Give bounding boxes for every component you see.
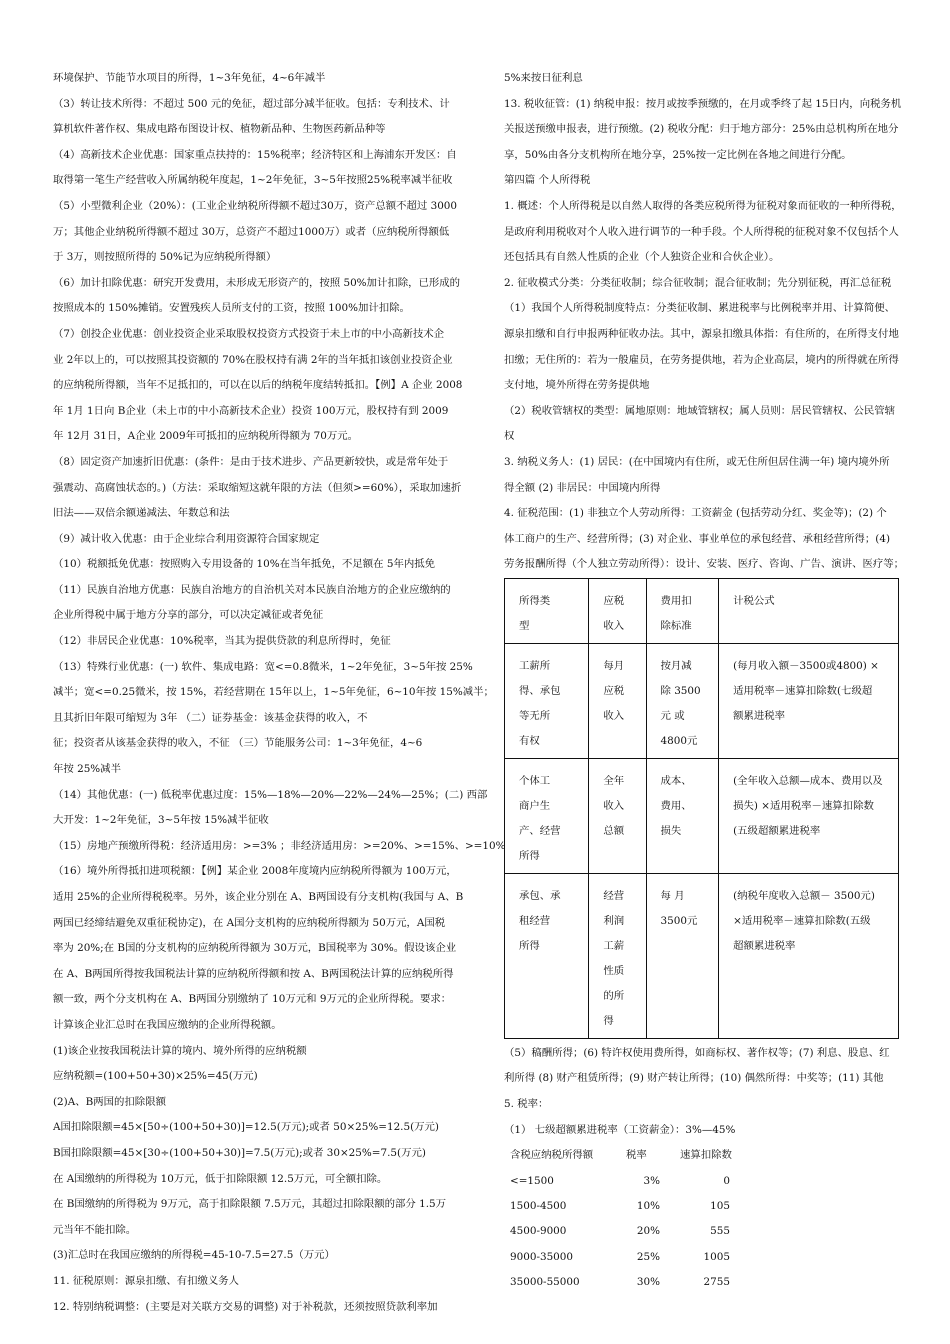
text-line: （10）税额抵免优惠：按照购入专用设备的 10%在当年抵免，不足额在 5年内抵免 [53, 558, 436, 571]
text-line: (2)A、B两国的扣除限额 [53, 1095, 166, 1108]
text-line: 且其折旧年限可缩短为 3年 （二）证券基金：该基金获得的收入，不 [53, 711, 368, 724]
cell-text: 收入 [603, 799, 625, 812]
text-line: （13）特殊行业优惠：(一) 软件、集成电路：宽<=0.8微米，1~2年免征，3~5年按 25% [53, 660, 473, 673]
right-column [504, 66, 905, 1296]
text-line: （4）高新技术企业优惠：国家重点扶持的：15%税率；经济特区和上海浦东开发区：自 [53, 148, 457, 161]
cell-text: 利润 [603, 914, 625, 927]
cell-text: 承包、承 [519, 889, 561, 902]
text-line: 计算该企业汇总时在我国应缴纳的企业所得税额。 [53, 1018, 282, 1031]
cell-text: 工薪所 [519, 659, 551, 672]
rate-header-deduction: 速算扣除数 [680, 1149, 732, 1162]
table-row [505, 643, 899, 758]
cell-text: 3500元 [660, 914, 698, 927]
cell-text: (每月收入额－3500或4800) × [733, 659, 879, 672]
text-line: （16）境外所得抵扣进项税额：【例】某企业 2008年度境内应纳税所得额为 100万元， [53, 865, 457, 878]
text-line: （3）转让技术所得：不超过 500 元的免征，超过部分减半征收。包括：专利技术、计 [53, 97, 450, 110]
table-cell [646, 643, 719, 758]
cell-text: 经营 [603, 889, 625, 902]
text-line: （5）稿酬所得；(6) 特许权使用费所得，如商标权、著作权等；(7) 利息、股息、红 [504, 1046, 890, 1059]
cell-text: 除 3500 [660, 684, 701, 697]
text-line: 征；投资者从该基金获得的收入，不征 （三）节能服务公司：1~3年免征，4~6 [53, 737, 423, 750]
cell-text: 性质 [603, 964, 625, 977]
text-line: （1） 七级超额累进税率（工资薪金）：3%—45% [504, 1123, 736, 1136]
table-cell [719, 578, 899, 643]
text-line: (3)汇总时在我国应缴纳的所得税=45-10-7.5=27.5（万元） [53, 1249, 335, 1262]
cell-text: 所得类 [519, 594, 551, 607]
cell-text: 工薪 [603, 939, 625, 952]
text-line: （2）税收管辖权的类型：属地原则：地域管辖权；属人员则：居民管辖权、公民管辖 [504, 404, 896, 417]
text-line: 5. 税率： [504, 1098, 549, 1111]
text-line: 于 3万，则按照所得的 50%记为应纳税所得额） [53, 251, 277, 264]
text-line: （14）其他优惠：(一) 低税率优惠过度：15%—18%—20%—22%—24%—25%；(二) 西部 [53, 788, 488, 801]
cell-text: 型 [519, 619, 530, 632]
cell-text: 应税 [603, 684, 625, 697]
text-line: 5%来按日征利息 [504, 72, 583, 84]
cell-text: 得、承包 [519, 684, 561, 697]
text-line: 强震动、高腐蚀状态的。)（方法：采取缩短这就年限的方法（但须>=60%），采取加速折 [53, 481, 462, 494]
table-cell [646, 578, 719, 643]
text-line: 大开发：1~2年免征，3~5年按 15%减半征收 [53, 814, 269, 827]
cell-text: 超额累进税率 [733, 939, 796, 952]
rate-row [510, 1194, 899, 1219]
rate-row [510, 1169, 899, 1194]
table-cell [589, 758, 646, 873]
cell-text: 除标准 [660, 619, 692, 632]
text-line: 年 1月 1日向 B企业（未上市的中小高新技术企业）投资 100万元，股权持有到 2009 [53, 404, 449, 417]
table-cell [589, 643, 646, 758]
cell-text: 应税 [603, 594, 625, 607]
table-cell [646, 758, 719, 873]
rate-row [510, 1219, 899, 1244]
rate-income-range: <=1500 [510, 1174, 554, 1187]
text-line: 适用 25%的企业所得税税率。另外，该企业分别在 A、B两国设有分支机构(我国与 A、B [53, 891, 464, 903]
table-cell [589, 578, 646, 643]
text-line: 按照成本的 150%摊销。安置残疾人员所支付的工资，按照 100%加计扣除。 [53, 302, 410, 315]
text-line: 取得第一笔生产经营收入所属纳税年度起，1~2年免征，3~5年按照25%税率减半征收 [53, 174, 453, 187]
text-line: 率为 20%;在 B国的分支机构的应纳税所得额为 30万元，B国税率为 30%。假设该企业 [53, 942, 457, 955]
cell-text: 费用、 [660, 799, 692, 812]
text-line: （5）小型微利企业（20%）：(工业企业纳税所得额不超过30万，资产总额不超过 3000 [53, 199, 458, 212]
text-line: 第四篇 个人所得税 [504, 174, 591, 187]
rate-header-income: 含税应纳税所得额 [510, 1149, 594, 1162]
cell-text: 所得 [519, 849, 540, 862]
cell-text: 元 或 [660, 709, 685, 722]
text-line: 旧法——双倍余额递减法、年数总和法 [53, 507, 230, 520]
text-line: 在 B国缴纳的所得税为 9万元，高于扣除限额 7.5万元，其超过扣除限额的部分 1.5万 [53, 1198, 447, 1211]
text-line: 1. 概述：个人所得税是以自然人取得的各类应税所得为征税对象而征收的一种所得税， [504, 199, 902, 212]
table-header-row [505, 578, 899, 643]
cell-text: 计税公式 [733, 594, 775, 607]
income-tax-table [504, 578, 899, 1039]
cell-text: 所得 [519, 939, 540, 952]
cell-text: 产、经营 [519, 824, 561, 837]
text-line: 应纳税额=(100+50+30)×25%=45(万元) [53, 1070, 258, 1083]
text-line: (1)该企业按我国税法计算的境内、境外所得的应纳税额 [53, 1044, 307, 1057]
text-line: 元当年不能扣除。 [53, 1223, 137, 1236]
table-cell [646, 873, 719, 1038]
cell-text: 有权 [519, 734, 540, 747]
rate-row [510, 1270, 899, 1295]
cell-text: 每 月 [660, 889, 685, 902]
rate-deduction: 0 [723, 1174, 730, 1187]
text-line: 环境保护、节能节水项目的所得，1~3年免征，4~6年减半 [53, 72, 326, 84]
right-top-text [504, 66, 905, 578]
text-line: 11. 征税原则：源泉扣缴、有扣缴义务人 [53, 1274, 240, 1287]
text-line: 体工商户的生产、经营所得；(3) 对企业、事业单位的承包经营、承租经营所得；(4) [504, 532, 891, 545]
rate-value: 20% [636, 1225, 660, 1238]
text-line: 业 2年以上的，可以按照其投资额的 70%在股权持有满 2年的当年抵扣该创业投资企业 [53, 353, 453, 366]
text-line: 还包括具有自然人性质的企业（个人独资企业和合伙企业）。 [504, 251, 780, 264]
rate-income-range: 9000-35000 [510, 1250, 574, 1263]
rate-value: 30% [636, 1276, 660, 1289]
rate-deduction: 105 [710, 1200, 730, 1213]
cell-text: 按月减 [660, 659, 692, 672]
text-line: 年按 25%减半 [53, 763, 121, 776]
text-line: 利所得 (8) 财产租赁所得；(9) 财产转让所得；(10) 偶然所得：中奖等；(11) 其他 [504, 1072, 884, 1085]
rate-deduction: 1005 [703, 1250, 730, 1263]
cell-text: 收入 [603, 709, 625, 722]
text-line: （9）减计收入优惠：由于企业综合利用资源符合国家规定 [53, 532, 320, 545]
text-line: 源泉扣缴和自行申报两种征收办法。其中，源泉扣缴具体指：有住所的，在所得支付地 [504, 327, 899, 340]
rate-value: 25% [636, 1250, 660, 1263]
cell-text: 租经营 [519, 914, 551, 927]
cell-text: (纳税年度收入总额－ 3500元) [733, 889, 875, 902]
text-line: A国扣除限额=45×[50÷(100+50+30)]=12.5(万元);或者 50×25%=12.5(万元) [53, 1121, 439, 1134]
text-line: 是政府利用税收对个人收入进行调节的一种手段。个人所得税的征税对象不仅包括个人 [504, 225, 899, 238]
text-line: 享，50%由各分支机构所在地分享，25%按一定比例在各地之间进行分配。 [504, 148, 852, 161]
cell-text: 成本、 [660, 774, 692, 787]
cell-text: 等无所 [519, 709, 551, 722]
text-line: 3. 纳税义务人：(1) 居民：(在中国境内有住所，或无住所但居住满一年) 境内境外所 [504, 455, 890, 468]
cell-text: (五级超额累进税率 [733, 824, 821, 837]
cell-text: ×适用税率－速算扣除数(五级 [733, 914, 871, 927]
text-line: （7）创投企业优惠：创业投资企业采取股权投资方式投资于未上市的中小高新技术企 [53, 327, 445, 340]
text-line: （11）民族自治地方优惠：民族自治地方的自治机关对本民族自治地方的企业应缴纳的 [53, 583, 451, 596]
cell-text: 损失 [660, 824, 682, 837]
cell-text: 总额 [603, 824, 625, 837]
text-line: 在 A国缴纳的所得税为 10万元，低于扣除限额 12.5万元，可全额扣除。 [53, 1172, 388, 1185]
text-line: 得全额 (2) 非居民：中国境内所得 [504, 481, 661, 494]
table-cell [505, 643, 589, 758]
text-line: （15）房地产预缴所得税：经济适用房：>=3% ；非经济适用房：>=20%、>=15%、>=10% [53, 839, 506, 852]
cell-text: 个体工 [519, 774, 551, 787]
table-cell [505, 873, 589, 1038]
cell-text: 4800元 [660, 734, 698, 747]
cell-text: 收入 [603, 619, 625, 632]
table-cell [719, 758, 899, 873]
rate-header-rate: 税率 [626, 1149, 647, 1162]
text-line: 劳务报酬所得（个人独立劳动所得）：设计、安装、医疗、咨询、广告、演讲、医疗等； [504, 558, 905, 571]
text-line: 关报送预缴申报表，进行预缴。(2) 税收分配：归于地方部分：25%由总机构所在地分 [504, 123, 899, 136]
text-line: 扣缴；无住所的：若为一般雇员，在劳务提供地，若为企业高层，境内的所得就在所得 [504, 353, 899, 366]
text-line: 两国已经缔结避免双重征税协定)，在 A国分支机构的应纳税所得额为 50万元，A国税 [53, 916, 446, 929]
cell-text: (全年收入总额—成本、费用以及 [733, 774, 883, 787]
text-line: 12. 特别纳税调整：(主要是对关联方交易的调整) 对于补税款，还须按照贷款利率加 [53, 1300, 438, 1313]
text-line: 2. 征收模式分类：分类征收制；综合征收制；混合征收制；先分别征税，再汇总征税 [504, 276, 892, 289]
cell-text: 每月 [603, 659, 625, 672]
text-line: （6）加计扣除优惠：研究开发费用，未形成无形资产的，按照 50%加计扣除，已形成的 [53, 276, 461, 289]
table-cell [589, 873, 646, 1038]
rate-deduction: 2755 [703, 1276, 730, 1289]
rate-income-range: 35000-55000 [510, 1276, 580, 1289]
table-cell [505, 578, 589, 643]
progressive-rate-table [510, 1143, 899, 1295]
table-cell [719, 643, 899, 758]
text-line: 13. 税收征管：(1) 纳税申报：按月或按季预缴的，在月或季终了起 15日内，向税务机 [504, 97, 902, 110]
rate-income-range: 4500-9000 [510, 1225, 567, 1238]
left-column [53, 66, 506, 1320]
text-line: B国扣除限额=45×[30÷(100+50+30)]=7.5(万元);或者 30×25%=7.5(万元) [53, 1146, 426, 1159]
text-line: 额一致，两个分支机构在 A、B两国分别缴纳了 10万元和 9万元的企业所得税。要求： [53, 993, 452, 1006]
cell-text: 适用税率－速算扣除数(七级超 [733, 684, 873, 697]
rate-value: 10% [636, 1200, 660, 1213]
text-line: 企业所得税中属于地方分享的部分，可以决定减征或者免征 [53, 609, 324, 622]
rate-row [510, 1245, 899, 1270]
cell-text: 全年 [603, 774, 625, 787]
right-bottom-text [504, 1041, 899, 1143]
cell-text: 商户生 [519, 799, 551, 812]
text-line: 年 12月 31日，A企业 2009年可抵扣的应纳税所得额为 70万元。 [53, 430, 359, 443]
table-cell [719, 873, 899, 1038]
text-line: （8）固定资产加速折旧优惠：(条件：是由于技术进步、产品更新较快，或是常年处于 [53, 455, 449, 468]
cell-text: 的所 [603, 989, 625, 1002]
text-line: 在 A、B两国所得按我国税法计算的应纳税所得额和按 A、B两国税法计算的应纳税所得 [53, 967, 454, 980]
text-line: （1）我国个人所得税制度特点：分类征收制、累进税率与比例税率并用、计算简便、 [504, 302, 896, 315]
cell-text: 损失) ×适用税率－速算扣除数 [733, 799, 874, 812]
text-line: 万；其他企业纳税所得额不超过 30万，总资产不超过1000万）或者（应纳税所得额低 [53, 225, 450, 238]
text-line: 算机软件著作权、集成电路布图设计权、植物新品种、生物医药新品种等 [53, 123, 386, 136]
text-line: 4. 征税范围：(1) 非独立个人劳动所得：工资薪金 (包括劳动分红、奖金等)；(2) 个 [504, 507, 887, 520]
rate-table-header [510, 1143, 899, 1168]
text-line: （12）非居民企业优惠：10%税率，当其为提供贷款的利息所得时，免征 [53, 635, 391, 648]
cell-text: 费用扣 [660, 594, 692, 607]
rate-value: 3% [643, 1174, 660, 1187]
cell-text: 得 [603, 1014, 614, 1027]
cell-text: 额累进税率 [733, 709, 786, 722]
rate-income-range: 1500-4500 [510, 1200, 567, 1213]
table-cell [505, 758, 589, 873]
text-line: 权 [504, 430, 515, 443]
text-line: 支付地，境外所得在劳务提供地 [504, 379, 650, 392]
table-row [505, 758, 899, 873]
text-line: 减半；宽<=0.25微米，按 15%，若经营期在 15年以上，1~5年免征，6~10年按 15%减半； [53, 686, 494, 699]
text-line: 的应纳税所得额，当年不足抵扣的，可以在以后的纳税年度结转抵扣。【例】A 企业 2008 [53, 379, 463, 392]
rate-deduction: 555 [710, 1225, 730, 1238]
table-row [505, 873, 899, 1038]
